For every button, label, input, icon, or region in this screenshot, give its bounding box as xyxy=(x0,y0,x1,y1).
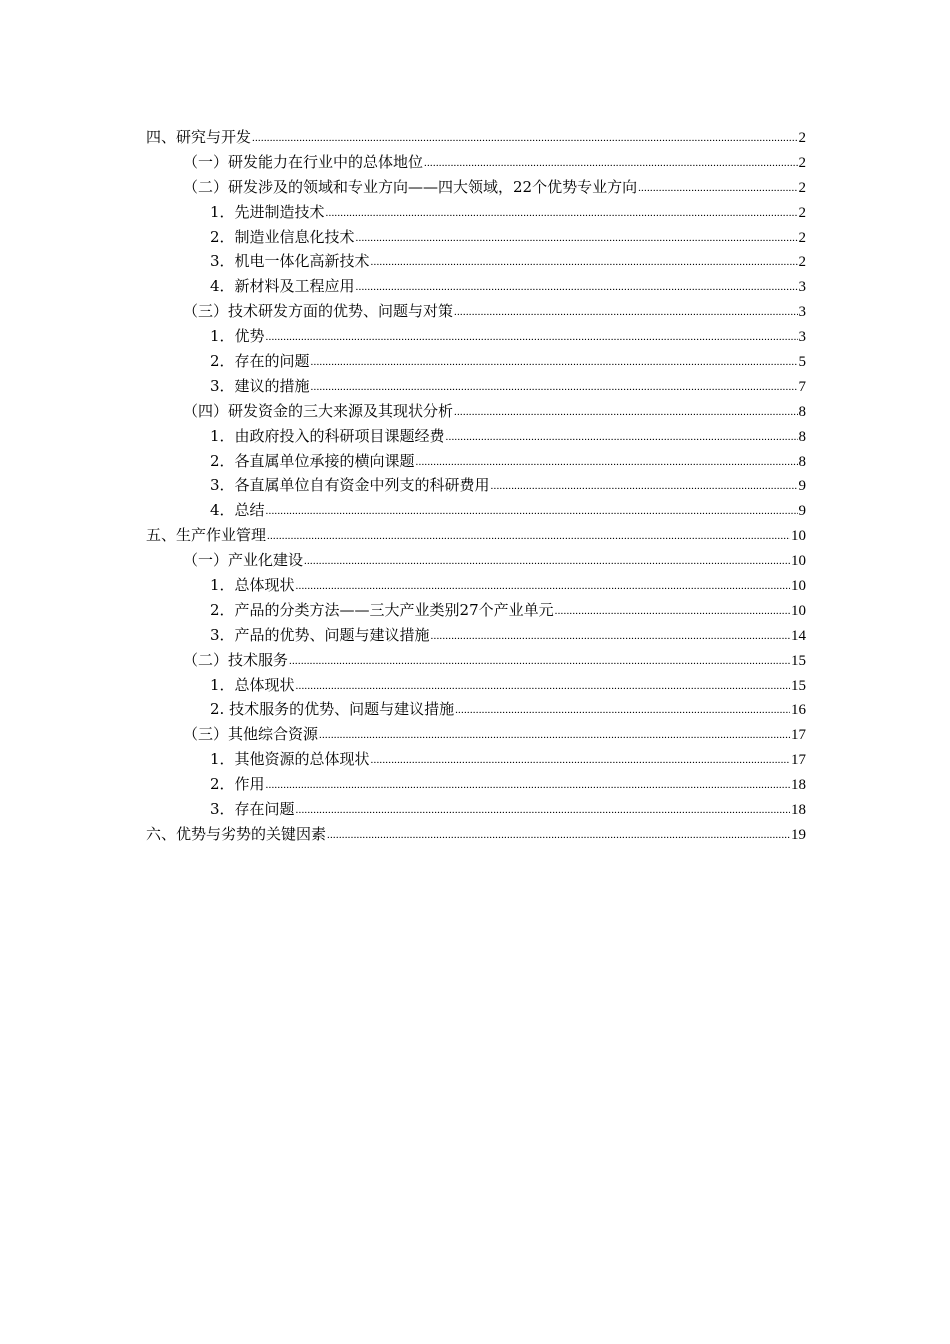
toc-dot-leader xyxy=(266,497,798,524)
toc-entry-page: 9 xyxy=(798,478,806,495)
toc-dot-leader xyxy=(326,199,798,226)
toc-dot-leader xyxy=(266,323,798,350)
toc-entry-page: 17 xyxy=(791,727,806,744)
toc-entry-page: 2 xyxy=(798,229,806,246)
toc-entry-title: （三）其他综合资源 xyxy=(183,725,319,744)
toc-entry-title: （二）研发涉及的领域和专业方向——四大领域，22个优势专业方向 xyxy=(183,177,638,196)
toc-dot-leader xyxy=(424,149,797,176)
toc-entry[interactable] xyxy=(146,673,806,698)
toc-entry-title: 4．新材料及工程应用 xyxy=(210,277,355,296)
toc-entry[interactable] xyxy=(146,648,806,673)
toc-entry[interactable] xyxy=(146,150,806,175)
toc-entry[interactable] xyxy=(146,449,806,474)
toc-dot-leader xyxy=(555,597,790,624)
toc-dot-leader xyxy=(296,572,790,599)
toc-entry-page: 2 xyxy=(798,254,806,271)
toc-entry-page: 15 xyxy=(791,677,806,694)
toc-entry-page: 14 xyxy=(791,627,806,644)
toc-entry[interactable] xyxy=(146,822,806,847)
toc-dot-leader xyxy=(266,771,790,798)
toc-entry[interactable] xyxy=(146,324,806,349)
toc-entry-title: 1．其他资源的总体现状 xyxy=(210,750,370,769)
toc-entry[interactable] xyxy=(146,175,806,200)
toc-dot-leader xyxy=(454,298,797,325)
toc-entry-title: 3．建议的措施 xyxy=(210,376,310,395)
toc-entry-page: 18 xyxy=(791,777,806,794)
toc-entry-title: 五、生产作业管理 xyxy=(146,526,267,545)
toc-entry-title: 3．各直属单位自有资金中列支的科研费用 xyxy=(210,476,490,495)
toc-entry[interactable] xyxy=(146,722,806,747)
toc-entry-title: 四、研究与开发 xyxy=(146,128,252,146)
toc-entry-title: 六、优势与劣势的关键因素 xyxy=(146,824,327,843)
toc-entry[interactable] xyxy=(146,598,806,623)
toc-entry[interactable] xyxy=(146,473,806,498)
toc-entry-page: 16 xyxy=(791,702,806,719)
toc-entry-page: 5 xyxy=(798,354,806,371)
toc-entry-page: 8 xyxy=(798,428,806,445)
toc-entry-page: 3 xyxy=(798,304,806,321)
toc-entry-page: 9 xyxy=(798,503,806,520)
toc-entry[interactable] xyxy=(146,374,806,399)
toc-entry[interactable] xyxy=(146,424,806,449)
toc-entry-page: 2 xyxy=(798,179,806,196)
toc-entry-page: 8 xyxy=(798,453,806,470)
toc-entry-page: 10 xyxy=(791,528,806,545)
toc-entry-title: 4．总结 xyxy=(210,501,265,520)
toc-dot-leader xyxy=(638,174,797,201)
toc-entry-title: 3．机电一体化高新技术 xyxy=(210,252,370,271)
toc-dot-leader xyxy=(319,721,790,748)
toc-entry[interactable] xyxy=(146,772,806,797)
toc-entry[interactable] xyxy=(146,225,806,250)
toc-entry[interactable] xyxy=(146,399,806,424)
toc-entry-title: 2．存在的问题 xyxy=(210,352,310,371)
toc-entry-page: 2 xyxy=(798,154,806,171)
toc-dot-leader xyxy=(356,273,798,300)
toc-dot-leader xyxy=(252,124,797,151)
toc-entry-title: 1．优势 xyxy=(210,327,265,346)
toc-dot-leader xyxy=(446,423,798,450)
toc-entry-title: 2．各直属单位承接的横向课题 xyxy=(210,451,415,470)
toc-dot-leader xyxy=(267,522,790,549)
toc-entry-title: （三）技术研发方面的优势、问题与对策 xyxy=(183,302,454,321)
toc-entry[interactable] xyxy=(146,797,806,822)
toc-dot-leader xyxy=(371,248,798,275)
toc-entry[interactable] xyxy=(146,573,806,598)
toc-entry-title: 2. 技术服务的优势、问题与建议措施 xyxy=(210,700,455,719)
toc-entry[interactable] xyxy=(146,299,806,324)
toc-entry[interactable] xyxy=(146,274,806,299)
toc-entry-page: 7 xyxy=(798,378,806,395)
toc-entry-title: 2．产品的分类方法——三大产业类别27个产业单元 xyxy=(210,600,554,619)
toc-entry-title: 2．作用 xyxy=(210,775,265,794)
toc-entry-page: 10 xyxy=(791,602,806,619)
toc-entry-page: 17 xyxy=(791,752,806,769)
toc-entry-title: （一）研发能力在行业中的总体地位 xyxy=(183,152,424,171)
toc-entry-title: （二）技术服务 xyxy=(183,650,289,669)
toc-entry-title: 3．产品的优势、问题与建议措施 xyxy=(210,625,430,644)
toc-entry[interactable] xyxy=(146,747,806,772)
toc-entry[interactable] xyxy=(146,697,806,722)
toc-dot-leader xyxy=(416,448,798,475)
toc-entry[interactable] xyxy=(146,349,806,374)
toc-entry-page: 3 xyxy=(798,329,806,346)
toc-entry-title: 1．先进制造技术 xyxy=(210,202,325,221)
toc-entry-page: 15 xyxy=(791,652,806,669)
toc-entry[interactable] xyxy=(146,498,806,523)
toc-entry-page: 2 xyxy=(798,130,806,146)
toc-entry[interactable] xyxy=(146,548,806,573)
toc-entry-page: 10 xyxy=(791,553,806,570)
toc-entry[interactable] xyxy=(146,623,806,648)
toc-entry-title: 1．由政府投入的科研项目课题经费 xyxy=(210,426,445,445)
toc-entry-page: 2 xyxy=(798,204,806,221)
toc-dot-leader xyxy=(431,622,790,649)
toc-entry[interactable] xyxy=(146,249,806,274)
toc-entry[interactable] xyxy=(146,523,806,548)
toc-entry-page: 10 xyxy=(791,578,806,595)
toc-entry-page: 3 xyxy=(798,279,806,296)
toc-dot-leader xyxy=(454,398,797,425)
toc-dot-leader xyxy=(304,547,790,574)
toc-dot-leader xyxy=(327,821,790,848)
table-of-contents xyxy=(146,125,806,847)
toc-entry-page: 18 xyxy=(791,802,806,819)
toc-dot-leader xyxy=(356,224,798,251)
toc-entry-page: 19 xyxy=(791,826,806,843)
toc-entry-page: 8 xyxy=(798,403,806,420)
toc-dot-leader xyxy=(311,373,798,400)
toc-dot-leader xyxy=(371,746,790,773)
toc-entry-title: 1．总体现状 xyxy=(210,576,295,595)
toc-entry[interactable] xyxy=(146,125,806,150)
toc-entry-title: （四）研发资金的三大来源及其现状分析 xyxy=(183,401,454,420)
toc-entry-title: （一）产业化建设 xyxy=(183,551,304,570)
toc-entry-title: 3．存在问题 xyxy=(210,800,295,819)
toc-dot-leader xyxy=(296,796,790,823)
toc-entry-title: 1．总体现状 xyxy=(210,675,295,694)
toc-dot-leader xyxy=(311,348,798,375)
toc-entry-title: 2．制造业信息化技术 xyxy=(210,227,355,246)
toc-dot-leader xyxy=(455,696,790,723)
toc-entry[interactable] xyxy=(146,200,806,225)
toc-dot-leader xyxy=(289,647,790,674)
toc-dot-leader xyxy=(296,672,790,699)
toc-dot-leader xyxy=(491,472,798,499)
